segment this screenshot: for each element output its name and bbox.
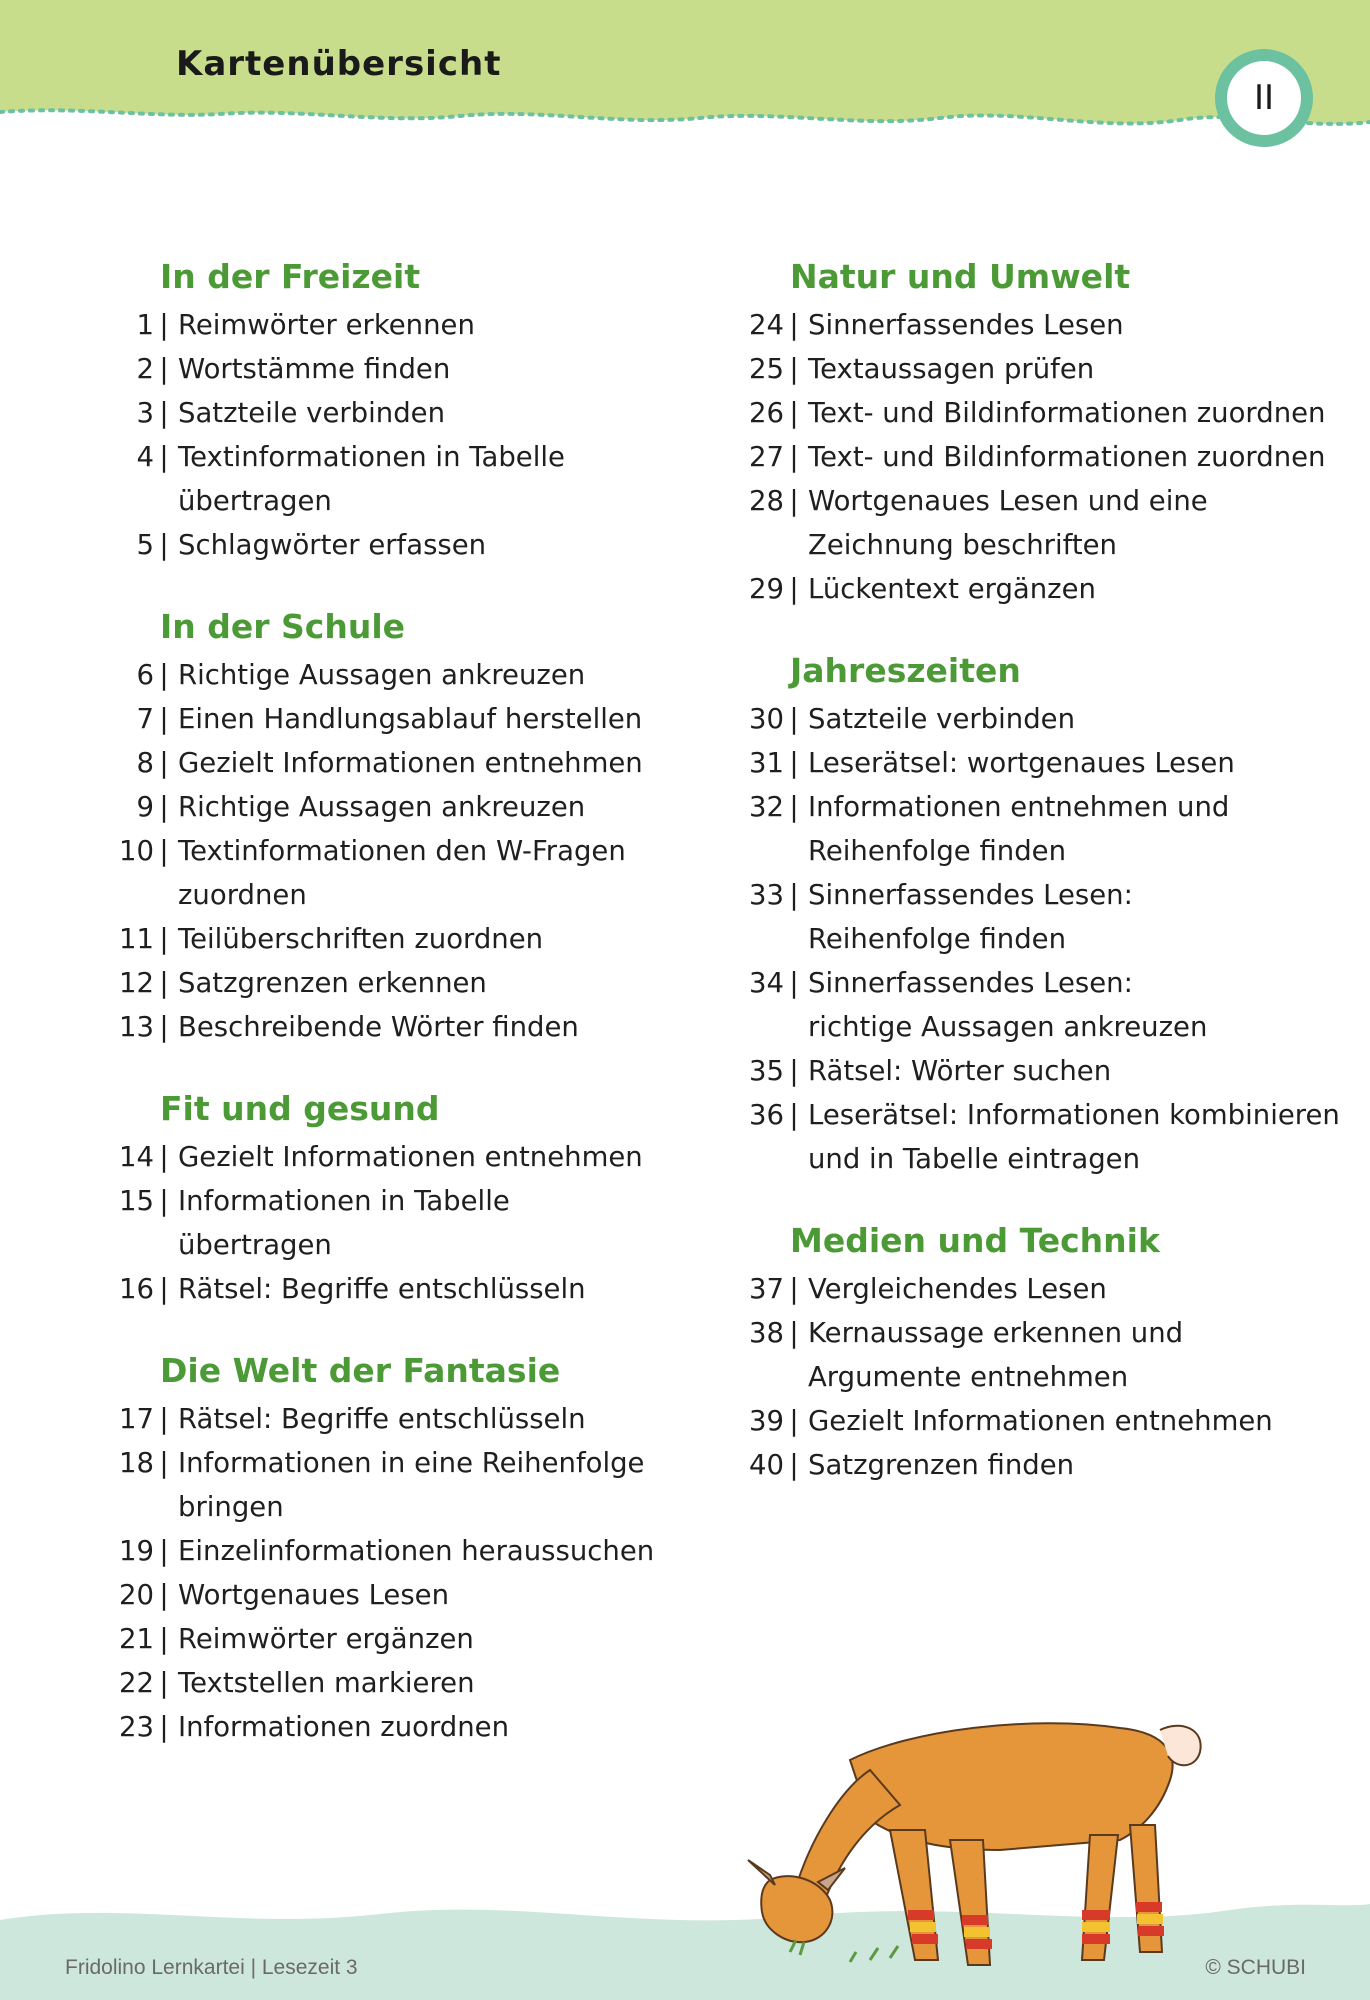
- card-title: Wortgenaues Lesen: [178, 1579, 449, 1611]
- card-title: und in Tabelle eintragen: [808, 1143, 1141, 1175]
- separator: |: [159, 529, 169, 561]
- card-title: Informationen in eine Reihenfolge: [178, 1447, 645, 1479]
- card-number: [740, 829, 784, 873]
- card-entry: [740, 479, 1340, 523]
- separator: |: [789, 879, 799, 911]
- separator: |: [789, 703, 799, 735]
- separator: |: [789, 1055, 799, 1087]
- card-entry: [740, 697, 1340, 741]
- llama-grazing-icon: [700, 1690, 1210, 1990]
- section-title: Medien und Technik: [790, 1221, 1160, 1260]
- card-number: [740, 1137, 784, 1181]
- separator: |: [159, 1447, 169, 1479]
- separator: [154, 479, 174, 523]
- card-entry: [110, 1705, 670, 1749]
- card-title: richtige Aussagen ankreuzen: [808, 1011, 1208, 1043]
- card-title: Einen Handlungsablauf herstellen: [178, 703, 643, 735]
- card-number: 11: [119, 923, 154, 955]
- card-title: Teilüberschriften zuordnen: [178, 923, 544, 955]
- card-number: 23: [119, 1711, 154, 1743]
- separator: |: [159, 1273, 169, 1305]
- card-number: [740, 1005, 784, 1049]
- card-title: Reihenfolge finden: [808, 923, 1067, 955]
- card-number: 10: [119, 835, 154, 867]
- section: [110, 255, 670, 567]
- card-entry: [740, 829, 1340, 873]
- card-title: Satzgrenzen erkennen: [178, 967, 487, 999]
- card-entry: [110, 741, 670, 785]
- separator: |: [159, 923, 169, 955]
- card-number: 13: [119, 1011, 154, 1043]
- card-title: Textinformationen in Tabelle: [178, 441, 565, 473]
- separator: |: [159, 1403, 169, 1435]
- card-number: 25: [749, 353, 784, 385]
- card-entry: [110, 785, 670, 829]
- card-title: Informationen entnehmen und: [808, 791, 1230, 823]
- card-number: 26: [749, 397, 784, 429]
- card-number: 31: [749, 747, 784, 779]
- card-title: Richtige Aussagen ankreuzen: [178, 791, 586, 823]
- card-title: Text- und Bildinformationen zuordnen: [808, 441, 1326, 473]
- separator: |: [159, 747, 169, 779]
- card-title: Satzgrenzen finden: [808, 1449, 1075, 1481]
- card-number: 38: [749, 1317, 784, 1349]
- card-entry: [110, 1573, 670, 1617]
- separator: [154, 873, 174, 917]
- card-entry: [740, 1049, 1340, 1093]
- card-title: Satzteile verbinden: [808, 703, 1075, 735]
- separator: |: [789, 353, 799, 385]
- card-entry: [110, 1529, 670, 1573]
- card-entry: [740, 1005, 1340, 1049]
- card-title: Reimwörter ergänzen: [178, 1623, 474, 1655]
- separator: [784, 1137, 804, 1181]
- separator: |: [789, 791, 799, 823]
- separator: |: [789, 1273, 799, 1305]
- card-entry: [110, 1397, 670, 1441]
- card-entry: [740, 785, 1340, 829]
- card-title: Informationen zuordnen: [178, 1711, 510, 1743]
- card-title: Leserätsel: Informationen kombinieren: [808, 1099, 1340, 1131]
- separator: |: [159, 1011, 169, 1043]
- separator: |: [789, 485, 799, 517]
- card-number: 30: [749, 703, 784, 735]
- separator: |: [159, 791, 169, 823]
- separator: |: [159, 441, 169, 473]
- card-title: Text- und Bildinformationen zuordnen: [808, 397, 1326, 429]
- card-number: 24: [749, 309, 784, 341]
- separator: |: [159, 1185, 169, 1217]
- section: [110, 1087, 670, 1311]
- card-entry: [110, 1661, 670, 1705]
- card-title: Vergleichendes Lesen: [808, 1273, 1107, 1305]
- separator: |: [789, 1405, 799, 1437]
- card-entry: [110, 303, 670, 347]
- separator: |: [789, 441, 799, 473]
- card-entry: [110, 1005, 670, 1049]
- section: [110, 1349, 670, 1749]
- card-entry: [740, 347, 1340, 391]
- card-entry: [110, 1441, 670, 1485]
- card-number: 28: [749, 485, 784, 517]
- card-title: Textinformationen den W-Fragen: [178, 835, 626, 867]
- card-entry: [740, 523, 1340, 567]
- card-number: 32: [749, 791, 784, 823]
- card-title: Rätsel: Begriffe entschlüsseln: [178, 1403, 586, 1435]
- separator: |: [159, 1623, 169, 1655]
- card-entry: [110, 829, 670, 873]
- card-entry: [740, 1267, 1340, 1311]
- card-entry: [740, 1137, 1340, 1181]
- card-title: Richtige Aussagen ankreuzen: [178, 659, 586, 691]
- separator: |: [159, 1535, 169, 1567]
- card-title: Wortstämme finden: [178, 353, 451, 385]
- footer-publication: Fridolino Lernkartei | Lesezeit 3: [65, 1956, 358, 1979]
- separator: |: [789, 309, 799, 341]
- card-entry: [740, 567, 1340, 611]
- card-entry: [110, 391, 670, 435]
- card-entry: [740, 961, 1340, 1005]
- section-title: Die Welt der Fantasie: [160, 1351, 561, 1390]
- card-number: 4: [136, 441, 154, 473]
- card-number: 37: [749, 1273, 784, 1305]
- card-title: Zeichnung beschriften: [808, 529, 1117, 561]
- card-number: 36: [749, 1099, 784, 1131]
- card-number: 8: [136, 747, 154, 779]
- card-title: Schlagwörter erfassen: [178, 529, 487, 561]
- card-title: Sinnerfassendes Lesen:: [808, 879, 1133, 911]
- card-entry: [110, 1617, 670, 1661]
- card-number: 1: [136, 309, 154, 341]
- section: [110, 605, 670, 1049]
- card-entry: [110, 873, 670, 917]
- section-title: In der Freizeit: [160, 257, 421, 296]
- separator: |: [159, 1141, 169, 1173]
- card-number: 2: [136, 353, 154, 385]
- card-number: 19: [119, 1535, 154, 1567]
- card-number: 21: [119, 1623, 154, 1655]
- card-number: 17: [119, 1403, 154, 1435]
- card-number: 35: [749, 1055, 784, 1087]
- separator: |: [789, 573, 799, 605]
- separator: |: [159, 835, 169, 867]
- separator: |: [159, 703, 169, 735]
- card-title: zuordnen: [178, 879, 307, 911]
- footer-copyright: © SCHUBI: [1205, 1956, 1306, 1979]
- card-title: Gezielt Informationen entnehmen: [178, 747, 643, 779]
- chapter-badge: [1215, 49, 1313, 147]
- card-title: Informationen in Tabelle übertragen: [178, 1185, 510, 1261]
- separator: [154, 1485, 174, 1529]
- separator: |: [159, 397, 169, 429]
- card-title: Sinnerfassendes Lesen:: [808, 967, 1133, 999]
- card-title: Reimwörter erkennen: [178, 309, 475, 341]
- card-title: bringen: [178, 1491, 284, 1523]
- card-number: 27: [749, 441, 784, 473]
- separator: |: [789, 1099, 799, 1131]
- card-number: 18: [119, 1447, 154, 1479]
- card-number: 7: [136, 703, 154, 735]
- separator: [784, 829, 804, 873]
- separator: |: [159, 967, 169, 999]
- section-title: Natur und Umwelt: [790, 257, 1131, 296]
- card-number: 29: [749, 573, 784, 605]
- header-band: [0, 0, 1370, 160]
- card-entry: [110, 917, 670, 961]
- separator: [784, 1355, 804, 1399]
- card-number: [110, 873, 154, 917]
- card-entry: [110, 479, 670, 523]
- card-number: 33: [749, 879, 784, 911]
- card-entry: [110, 1179, 670, 1267]
- card-number: 12: [119, 967, 154, 999]
- card-number: 3: [136, 397, 154, 429]
- card-entry: [740, 391, 1340, 435]
- card-number: 39: [749, 1405, 784, 1437]
- card-title: Leserätsel: wortgenaues Lesen: [808, 747, 1235, 779]
- card-entry: [110, 347, 670, 391]
- card-number: 15: [119, 1185, 154, 1217]
- card-number: 22: [119, 1667, 154, 1699]
- card-number: [110, 1485, 154, 1529]
- separator: |: [789, 967, 799, 999]
- section-title: Jahreszeiten: [790, 651, 1021, 690]
- card-title: Sinnerfassendes Lesen: [808, 309, 1124, 341]
- card-title: Argumente entnehmen: [808, 1361, 1129, 1393]
- card-number: 9: [136, 791, 154, 823]
- card-number: [740, 1355, 784, 1399]
- card-number: 20: [119, 1579, 154, 1611]
- chapter-number: II: [1227, 61, 1301, 135]
- card-entry: [740, 917, 1340, 961]
- separator: |: [159, 309, 169, 341]
- card-title: Beschreibende Wörter finden: [178, 1011, 579, 1043]
- separator: |: [159, 353, 169, 385]
- card-title: Textaussagen prüfen: [808, 353, 1095, 385]
- section: [740, 649, 1340, 1181]
- card-number: 34: [749, 967, 784, 999]
- card-title: Textstellen markieren: [178, 1667, 475, 1699]
- card-entry: [110, 1267, 670, 1311]
- card-title: Rätsel: Wörter suchen: [808, 1055, 1112, 1087]
- card-title: Reihenfolge finden: [808, 835, 1067, 867]
- card-number: 40: [749, 1449, 784, 1481]
- card-entry: [740, 303, 1340, 347]
- separator: |: [789, 397, 799, 429]
- card-entry: [740, 1399, 1340, 1443]
- section-title: In der Schule: [160, 607, 406, 646]
- separator: |: [789, 1449, 799, 1481]
- card-entry: [110, 435, 670, 479]
- card-entry: [740, 435, 1340, 479]
- card-entry: [740, 1355, 1340, 1399]
- section-title: Fit und gesund: [160, 1089, 440, 1128]
- card-title: Wortgenaues Lesen und eine: [808, 485, 1208, 517]
- card-title: Lückentext ergänzen: [808, 573, 1096, 605]
- card-entry: [740, 873, 1340, 917]
- card-entry: [110, 653, 670, 697]
- card-title: Gezielt Informationen entnehmen: [178, 1141, 643, 1173]
- card-entry: [110, 1135, 670, 1179]
- separator: |: [159, 1711, 169, 1743]
- separator: [784, 917, 804, 961]
- card-number: 14: [119, 1141, 154, 1173]
- card-entry: [740, 1311, 1340, 1355]
- separator: |: [159, 1667, 169, 1699]
- separator: |: [789, 1317, 799, 1349]
- right-column: [740, 255, 1340, 1525]
- card-title: Satzteile verbinden: [178, 397, 445, 429]
- card-entry: [740, 1443, 1340, 1487]
- card-number: [740, 523, 784, 567]
- separator: [784, 1005, 804, 1049]
- section: [740, 255, 1340, 611]
- card-entry: [110, 523, 670, 567]
- separator: |: [159, 1579, 169, 1611]
- card-title: Einzelinformationen heraussuchen: [178, 1535, 655, 1567]
- card-number: 6: [136, 659, 154, 691]
- card-number: 5: [136, 529, 154, 561]
- card-entry: [740, 741, 1340, 785]
- separator: |: [789, 747, 799, 779]
- card-entry: [110, 961, 670, 1005]
- card-title: übertragen: [178, 485, 332, 517]
- page-title: Kartenübersicht: [176, 44, 502, 84]
- section: [740, 1219, 1340, 1487]
- left-column: [110, 255, 670, 1787]
- card-number: 16: [119, 1273, 154, 1305]
- card-entry: [740, 1093, 1340, 1137]
- separator: [784, 523, 804, 567]
- card-entry: [110, 1485, 670, 1529]
- card-number: [110, 479, 154, 523]
- separator: |: [159, 659, 169, 691]
- card-number: [740, 917, 784, 961]
- card-entry: [110, 697, 670, 741]
- card-title: Kernaussage erkennen und: [808, 1317, 1184, 1349]
- card-title: Gezielt Informationen entnehmen: [808, 1405, 1273, 1437]
- card-title: Rätsel: Begriffe entschlüsseln: [178, 1273, 586, 1305]
